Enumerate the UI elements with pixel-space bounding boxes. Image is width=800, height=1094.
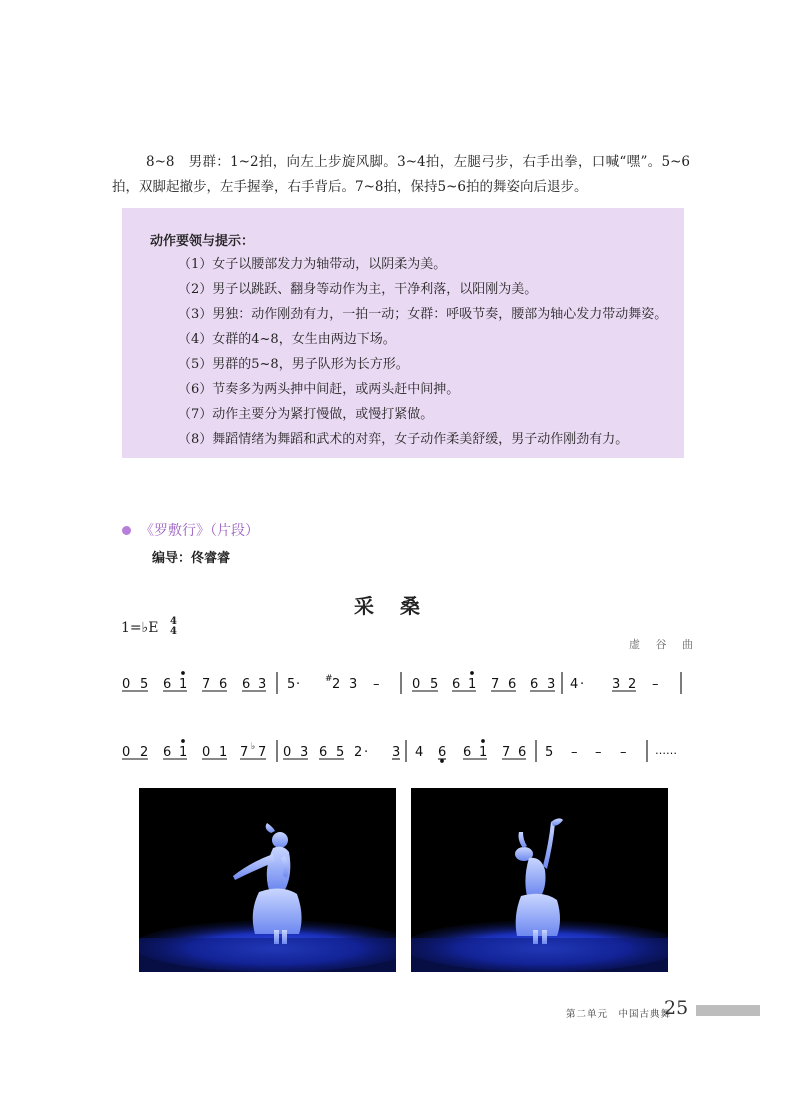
svg-text:4: 4 <box>570 677 579 692</box>
svg-text:5: 5 <box>287 677 296 692</box>
svg-text:6: 6 <box>163 745 172 760</box>
flat-sign: ♭ <box>251 742 256 752</box>
svg-text:0: 0 <box>122 677 131 692</box>
tip-item: （2）男子以跳跃、翻身等动作为主，干净利落，以阳刚为美。 <box>178 282 538 297</box>
svg-text:6: 6 <box>452 677 461 692</box>
svg-text:1: 1 <box>219 745 228 760</box>
svg-text:6: 6 <box>463 745 472 760</box>
tip-item: （5）男群的5~8，男子队形为长方形。 <box>178 357 409 372</box>
svg-text:0: 0 <box>412 677 421 692</box>
svg-text:2: 2 <box>140 745 149 760</box>
svg-text:6: 6 <box>518 745 527 760</box>
svg-text:1: 1 <box>179 745 188 760</box>
song-title: 采桑 <box>354 594 446 618</box>
svg-text:5: 5 <box>336 745 345 760</box>
svg-text:3: 3 <box>392 745 401 760</box>
svg-text:–: – <box>652 677 659 692</box>
footer-unit-label: 第二单元 中国古典舞 <box>566 1009 672 1020</box>
continuation-ellipsis: …… <box>655 744 677 757</box>
tip-item: （7）动作主要分为紧打慢做，或慢打紧做。 <box>178 407 434 422</box>
svg-text:–: – <box>620 745 627 760</box>
tip-item: （1）女子以腰部发力为轴带动，以阴柔为美。 <box>178 257 447 272</box>
svg-text:5: 5 <box>140 677 149 692</box>
dance-photo-left <box>139 788 396 972</box>
svg-text:7: 7 <box>240 745 249 760</box>
tips-list <box>178 252 678 452</box>
time-signature-top: 4 <box>170 616 177 627</box>
score-line-2 <box>122 742 677 760</box>
svg-text:2: 2 <box>628 677 637 692</box>
svg-text:0: 0 <box>283 745 292 760</box>
time-signature-bottom: 4 <box>170 626 177 637</box>
svg-text:5: 5 <box>545 745 554 760</box>
key-signature: 1=♭E <box>121 620 159 636</box>
svg-text:5: 5 <box>430 677 439 692</box>
svg-text:7: 7 <box>502 745 511 760</box>
piece-title: 《罗敷行》（片段） <box>140 523 259 539</box>
svg-text:6: 6 <box>530 677 539 692</box>
svg-text:0: 0 <box>122 745 131 760</box>
tip-item: （8）舞蹈情绪为舞蹈和武术的对弈，女子动作柔美舒缓，男子动作刚劲有力。 <box>178 432 629 447</box>
svg-text:3: 3 <box>258 677 267 692</box>
svg-text:6: 6 <box>163 677 172 692</box>
svg-text:3: 3 <box>300 745 309 760</box>
jianpu-score <box>0 660 800 780</box>
svg-text:–: – <box>571 745 578 760</box>
svg-text:·: · <box>296 677 301 692</box>
score-line-2-marks <box>122 740 647 763</box>
svg-text:1: 1 <box>468 677 477 692</box>
svg-text:6: 6 <box>319 745 328 760</box>
svg-text:7: 7 <box>491 677 500 692</box>
dance-photo-right <box>411 788 668 972</box>
svg-text:·: · <box>580 677 585 692</box>
svg-text:6: 6 <box>219 677 228 692</box>
choreographer: 编导：佟睿睿 <box>152 551 231 566</box>
svg-text:3: 3 <box>349 677 358 692</box>
paragraph-men-group: 8~8 男群：1~2拍，向左上步旋风脚。3~4拍，左腿弓步，右手出拳，口喊“嘿”。5~6拍，双脚起撤步，左手握拳，右手背后。7~8拍，保持5~6拍的舞姿向后退步。 <box>112 153 690 195</box>
time-signature <box>170 617 177 637</box>
svg-text:7: 7 <box>202 677 211 692</box>
svg-text:6: 6 <box>438 745 447 760</box>
svg-text:2: 2 <box>332 677 341 692</box>
bullet-dot-icon <box>122 526 131 535</box>
svg-text:2: 2 <box>354 745 363 760</box>
svg-text:3: 3 <box>612 677 621 692</box>
svg-text:1: 1 <box>179 677 188 692</box>
svg-text:0: 0 <box>202 745 211 760</box>
svg-text:6: 6 <box>242 677 251 692</box>
svg-text:·: · <box>364 745 369 760</box>
tip-item: （3）男独：动作刚劲有力，一拍一动；女群：呼吸节奏，腰部为轴心发力带动舞姿。 <box>178 307 668 322</box>
svg-text:3: 3 <box>547 677 556 692</box>
footer-bar <box>696 1005 760 1016</box>
composer: 虚 谷 曲 <box>629 638 699 651</box>
sharp-sign: # <box>325 674 333 684</box>
svg-text:7: 7 <box>258 745 267 760</box>
svg-text:–: – <box>373 677 380 692</box>
tips-title: 动作要领与提示： <box>150 234 255 249</box>
page-number: 25 <box>664 997 689 1019</box>
svg-text:4: 4 <box>415 745 424 760</box>
score-line-1 <box>122 674 659 692</box>
tip-item: （6）节奏多为两头抻中间赶，或两头赶中间抻。 <box>178 382 460 397</box>
svg-text:1: 1 <box>479 745 488 760</box>
svg-text:–: – <box>595 745 602 760</box>
tips-box <box>122 208 684 458</box>
svg-text:6: 6 <box>508 677 517 692</box>
tip-item: （4）女群的4~8，女生由两边下场。 <box>178 332 396 347</box>
